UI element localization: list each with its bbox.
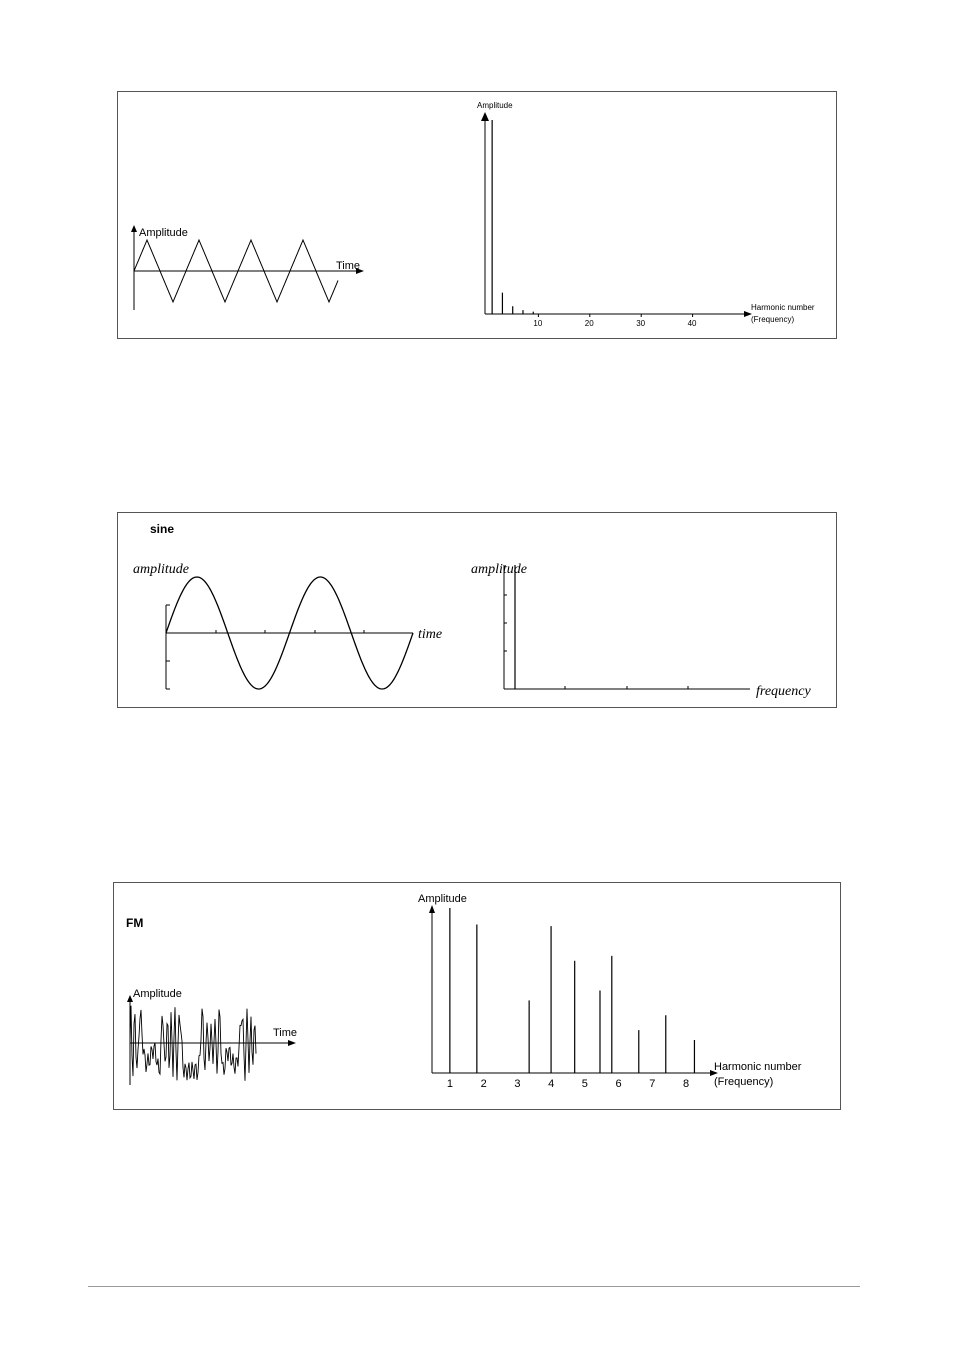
sine-figure xyxy=(117,512,837,708)
fm-time-plot xyxy=(127,988,297,1085)
fm-spec-tick-label: 1 xyxy=(446,1078,453,1090)
triangle-spec-tick-label: 10 xyxy=(533,319,543,328)
triangle-spec-tick-label: 30 xyxy=(636,319,646,328)
sine-time-ylabel: amplitude xyxy=(133,562,189,577)
fm-spec-tick-label: 8 xyxy=(683,1078,690,1090)
triangle-time-y-arrow xyxy=(131,225,137,232)
fm-spec-xlabel-line1: Harmonic number xyxy=(714,1061,802,1073)
sine-time-xlabel: time xyxy=(418,627,443,642)
fm-time-ylabel: Amplitude xyxy=(133,988,182,1000)
sine-time-plot xyxy=(133,562,442,689)
fm-figure-svg xyxy=(114,883,842,1111)
triangle-spec-tick-label: 40 xyxy=(687,319,697,328)
sine-figure-label: sine xyxy=(150,522,175,536)
sine-spectrum xyxy=(471,562,811,699)
fm-time-x-arrow xyxy=(288,1040,296,1046)
fm-time-xlabel: Time xyxy=(273,1027,298,1039)
fm-spec-tick-label: 6 xyxy=(615,1078,622,1090)
fm-spec-tick-label: 4 xyxy=(548,1078,555,1090)
triangle-spec-y-arrow xyxy=(481,112,489,121)
sine-spec-xlabel: frequency xyxy=(756,684,811,699)
fm-spec-ylabel: Amplitude xyxy=(418,893,467,905)
triangle-spec-tick-label: 20 xyxy=(584,319,594,328)
triangle-spec-ylabel: Amplitude xyxy=(477,101,513,110)
triangle-time-ylabel: Amplitude xyxy=(139,227,188,239)
fm-spec-tick-label: 5 xyxy=(581,1078,588,1090)
fm-spec-xlabel-line2: (Frequency) xyxy=(714,1076,774,1088)
fm-figure-label: FM xyxy=(126,916,144,930)
triangle-spectrum xyxy=(477,101,815,328)
fm-spec-tick-label: 2 xyxy=(480,1078,487,1090)
triangle-time-plot xyxy=(131,225,364,310)
triangle-figure-svg xyxy=(118,92,838,340)
triangle-time-xlabel: Time xyxy=(336,260,361,272)
page-footer-rule xyxy=(88,1286,860,1287)
fm-spectrum xyxy=(418,893,802,1090)
fm-spec-y-arrow xyxy=(429,905,435,913)
sine-spec-ylabel: amplitude xyxy=(471,562,527,577)
triangle-spec-xlabel-line2: (Frequency) xyxy=(751,315,795,324)
fm-spec-tick-label: 3 xyxy=(514,1078,521,1090)
sine-figure-svg xyxy=(118,513,838,709)
triangle-spec-xlabel-line1: Harmonic number xyxy=(751,303,815,312)
fm-spec-tick-label: 7 xyxy=(649,1078,656,1090)
fm-figure xyxy=(113,882,841,1110)
triangle-figure xyxy=(117,91,837,339)
